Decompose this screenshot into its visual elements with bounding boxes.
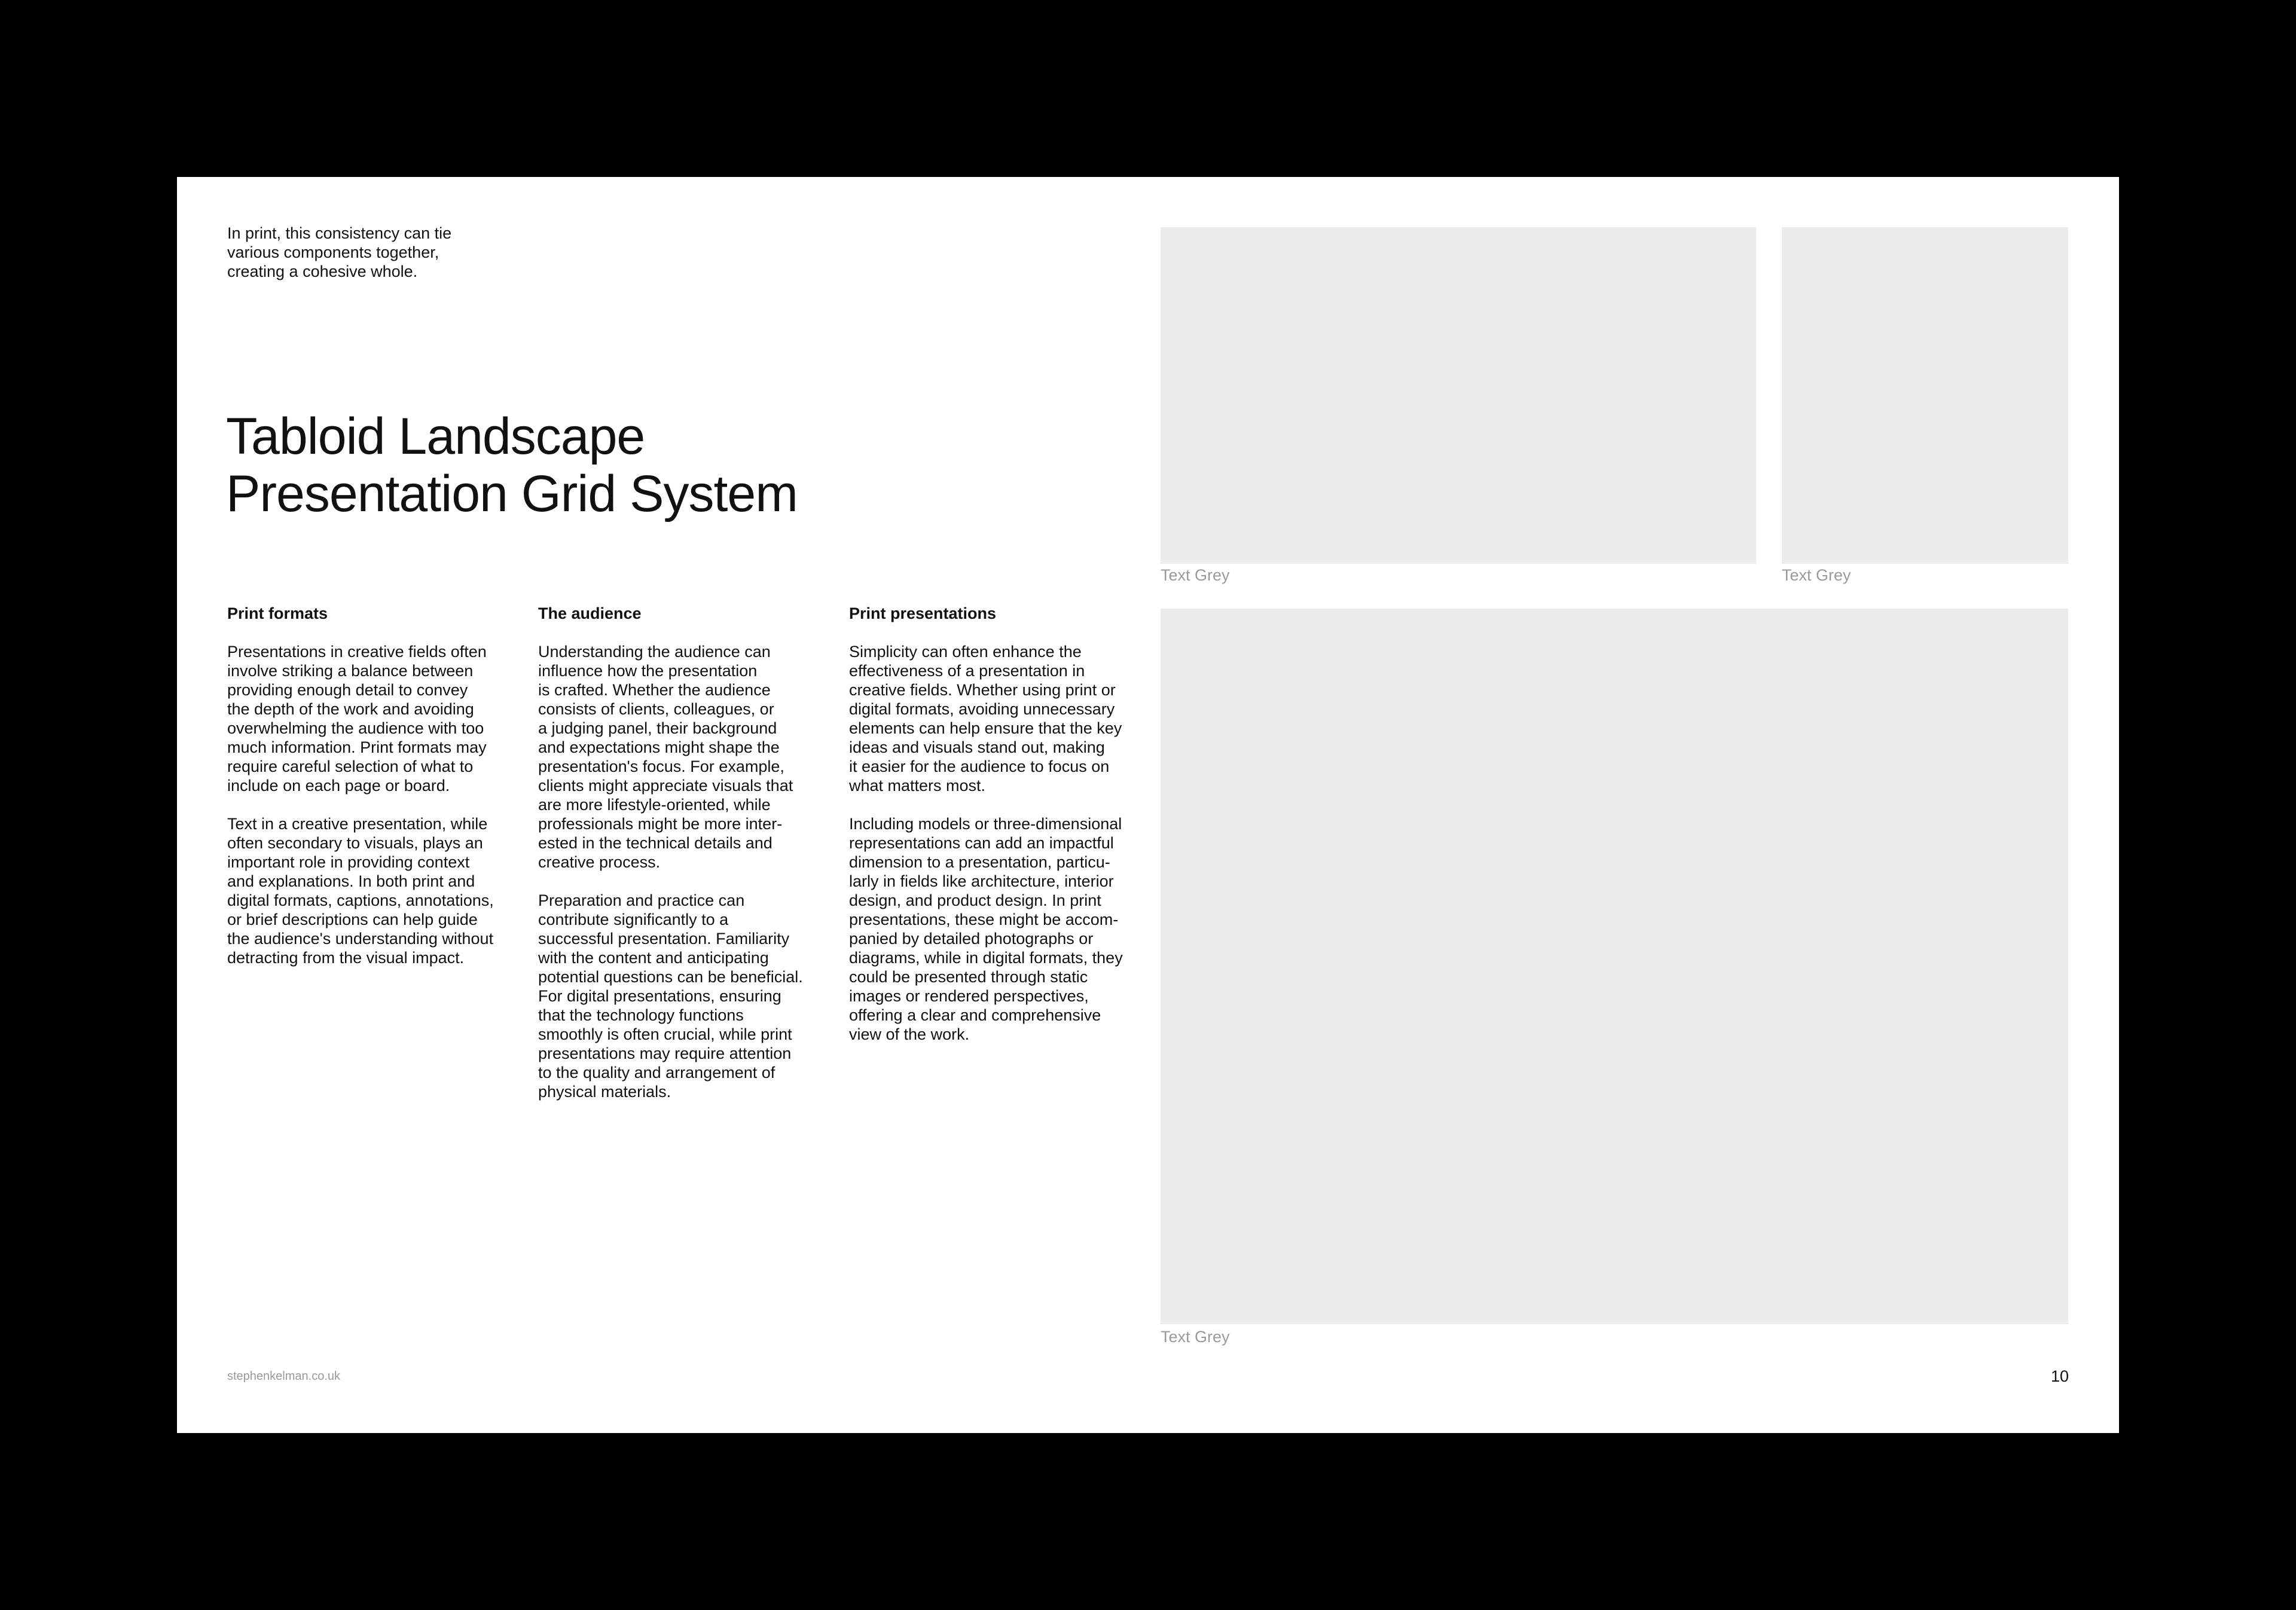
column-heading: The audience [538,604,642,622]
column-paragraph: Preparation and practice can contribute significantly to a successful presentation. Familiarity with the content and anticipating potential questions can be beneficial. For digital presentations, ensuring that the technology functions smoothly is often crucial, while print presentations may require attention to the quality and arrangement of physical materials. [538,891,803,1101]
image-placeholder-top-left [1161,227,1756,564]
image-placeholder-large [1161,609,2068,1324]
column-print-formats [227,604,526,967]
image-caption: Text Grey [1782,566,1851,584]
page-title: Tabloid Landscape Presentation Grid System [226,408,798,523]
column-print-presentations [849,604,1148,1044]
column-the-audience [538,604,837,1101]
column-heading: Print presentations [849,604,997,622]
column-paragraph: Presentations in creative fields often involve striking a balance between providing enough detail to convey the depth of the work and avoiding overwhelming the audience with too much information. Print formats may require careful selection of what to include on each page or board. [227,643,487,795]
column-paragraph: Including models or three-dimensional representations can add an impactful dimension to a presentation, particu- larly in fields like architecture, interior design, and product design. In print presentations, these might be accom- panied by detailed photographs or diagrams, while in digital formats, they could be presented through static images or rendered perspectives, offering a clear and comprehensive view of the work. [849,815,1123,1043]
column-heading: Print formats [227,604,328,622]
page-number: 10 [2050,1367,2069,1385]
column-paragraph: Understanding the audience can influence how the presentation is crafted. Whether the audience consists of clients, colleagues, or a judging panel, their background and expectations might shape the presentation's focus. For example, clients might appreciate visuals that are more lifestyle-oriented, while professionals might be more inter- ested in the technical details and creative process. [538,643,793,871]
image-caption: Text Grey [1161,566,1230,584]
intro-text: In print, this consistency can tie various components together, creating a cohesive whole. [227,224,452,280]
image-caption: Text Grey [1161,1328,1230,1346]
image-placeholder-top-right [1782,227,2068,564]
page [177,177,2119,1433]
column-paragraph: Text in a creative presentation, while often secondary to visuals, plays an important role in providing context and explanations. In both print and digital formats, captions, annotations, or brief descriptions can help guide the audience's understanding without detracting from the visual impact. [227,815,494,967]
column-paragraph: Simplicity can often enhance the effectiveness of a presentation in creative fields. Whether using print or digital formats, avoiding unnecessary elements can help ensure that the key ideas and visuals stand out, making it easier for the audience to focus on what matters most. [849,643,1122,795]
footer-url[interactable]: stephenkelman.co.uk [227,1370,341,1383]
